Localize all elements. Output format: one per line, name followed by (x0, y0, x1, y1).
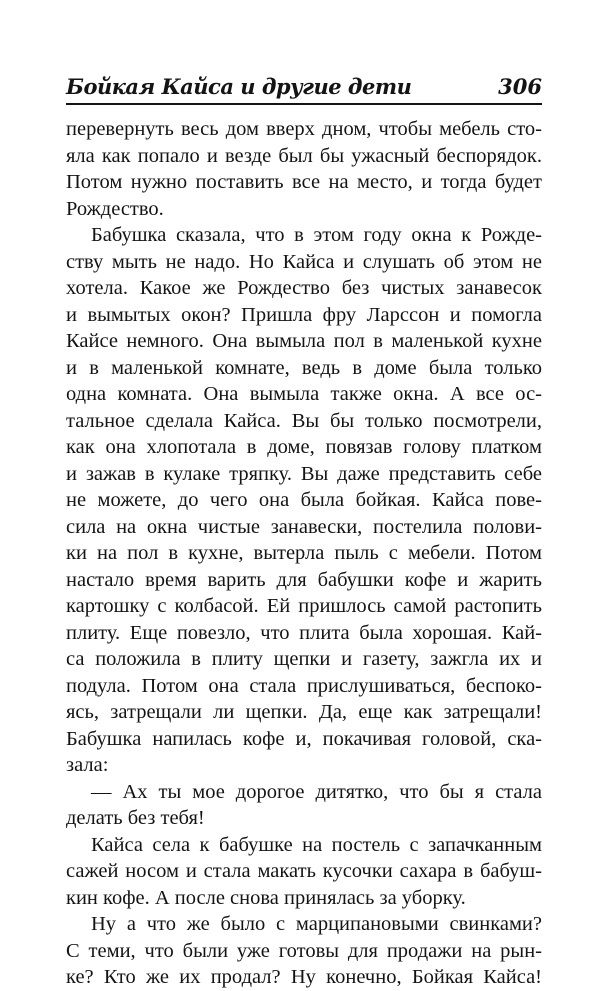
running-head (66, 72, 542, 102)
header-rule (66, 103, 542, 105)
body-text (66, 116, 542, 991)
text-line: и зажав в кулаке тряпку. Вы даже представить себе (66, 462, 542, 485)
text-line: Ну а что же было с марципановыми свинками? (91, 913, 542, 935)
text-line: Бабушка напилась кофе и, покачивая головой, ска- (66, 727, 542, 750)
running-title: Бойкая Кайса и другие дети (66, 74, 412, 99)
text-line: яла как попало и везде был бы ужасный беспорядок. (66, 144, 542, 167)
text-line: сила на окна чистые занавески, постелила полови- (66, 515, 542, 538)
text-line: са положила в плиту щепки и газету, зажгла их и (66, 648, 542, 670)
text-line: Кайсе немного. Она вымыла пол в маленькой кухне (66, 330, 542, 352)
text-line: ке? Кто же их продал? Ну конечно, Бойкая Кайса! (66, 966, 542, 988)
page-number: 306 (498, 74, 542, 99)
text-line: ки на пол в кухне, вытерла пыль с мебели. Потом (66, 542, 542, 564)
text-line: одна комната. Она вымыла также окна. А все ос- (66, 383, 542, 405)
text-line: тальное сделала Кайса. Вы бы только посмотрели, (66, 409, 542, 432)
text-line: зала: (66, 754, 109, 776)
text-line: ясь, затрещали ли щепки. Да, еще как затрещали! (66, 701, 542, 723)
text-line: — Ах ты мое дорогое дитятко, что бы я стала (91, 780, 542, 803)
text-line: не можете, до чего она была бойкая. Кайса пове- (66, 489, 542, 511)
text-line: перевернуть весь дом вверх дном, чтобы мебель сто- (66, 118, 542, 140)
text-line: Потом нужно поставить все на место, и тогда будет (66, 171, 542, 193)
text-line: ству мыть не надо. Но Кайса и слушать об этом не (66, 250, 542, 273)
text-line: кин кофе. А после снова принялась за уборку. (66, 886, 466, 909)
text-line: Бабушка сказала, что в этом году окна к Рожде- (91, 224, 542, 246)
text-line: делать без тебя! (66, 807, 205, 829)
text-line: сажей носом и стала макать кусочки сахара в бабуш- (66, 860, 542, 882)
text-line: как она хлопотала в доме, повязав голову платком (66, 436, 542, 458)
text-line: Кайса села к бабушке на постель с запачканным (91, 833, 542, 856)
text-line: подула. Потом она стала прислушиваться, беспоко- (66, 674, 542, 697)
text-line: настало время варить для бабушки кофе и жарить (66, 568, 542, 591)
text-line: хотела. Какое же Рождество без чистых занавесок (66, 277, 542, 299)
text-line: плиту. Еще повезло, что плита была хорошая. Кай- (66, 621, 542, 644)
text-line: Рождество. (66, 197, 164, 220)
text-line: С теми, что были уже готовы для продажи на рын- (66, 939, 542, 962)
text-line: и в маленькой комнате, ведь в доме была только (66, 356, 542, 379)
text-line: картошку с колбасой. Ей пришлось самой растопить (66, 595, 542, 617)
text-line: и вымытых окон? Пришла фру Ларссон и помогла (66, 303, 542, 326)
